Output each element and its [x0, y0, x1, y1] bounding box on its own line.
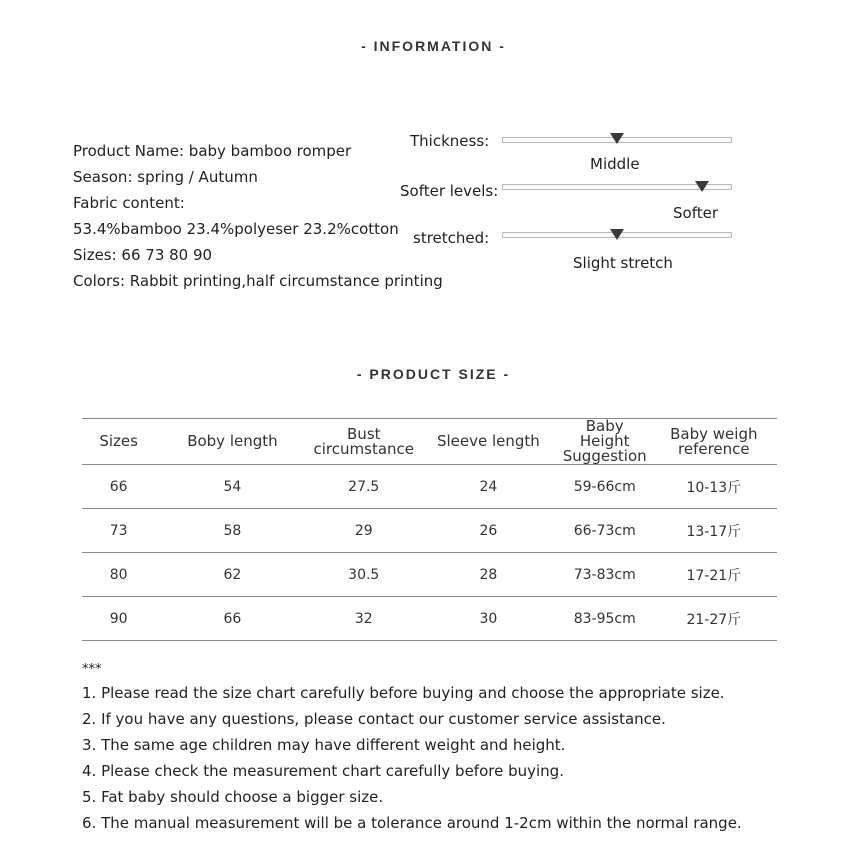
table-cell: 73 [82, 509, 155, 553]
table-header-row [82, 419, 777, 465]
softer-levels-label: Softer levels: [400, 182, 499, 200]
table-cell: 10-13斤 [651, 465, 777, 509]
softer-levels-value: Softer [673, 204, 718, 222]
table-cell: 26 [418, 509, 559, 553]
header-height: Baby Height Suggestion [559, 419, 651, 465]
stretched-marker-icon [610, 229, 624, 240]
table-cell: 66-73cm [559, 509, 651, 553]
colors: Colors: Rabbit printing,half circumstance printing [73, 272, 443, 290]
note-item: 1. Please read the size chart carefully before buying and choose the appropriate size. [82, 684, 725, 702]
table-row [82, 553, 777, 597]
table-cell: 62 [155, 553, 309, 597]
information-title: - INFORMATION - [361, 38, 506, 54]
sizes: Sizes: 66 73 80 90 [73, 246, 213, 264]
note-item: 4. Please check the measurement chart carefully before buying. [82, 762, 564, 780]
table-cell: 66 [155, 597, 309, 641]
table-cell: 58 [155, 509, 309, 553]
thickness-label: Thickness: [410, 132, 490, 150]
table-cell: 90 [82, 597, 155, 641]
table-cell: 54 [155, 465, 309, 509]
table-cell: 24 [418, 465, 559, 509]
thickness-marker-icon [610, 133, 624, 144]
fabric-label: Fabric content: [73, 194, 185, 212]
size-chart-table [82, 418, 777, 641]
softer-levels-marker-icon [695, 181, 709, 192]
table-row [82, 509, 777, 553]
table-cell: 80 [82, 553, 155, 597]
product-info-list [73, 138, 443, 294]
header-bust: Bust circumstance [310, 419, 419, 465]
table-cell: 59-66cm [559, 465, 651, 509]
notes-section [82, 660, 742, 836]
note-item: 5. Fat baby should choose a bigger size. [82, 788, 384, 806]
table-cell: 28 [418, 553, 559, 597]
season: Season: spring / Autumn [73, 168, 258, 186]
table-cell: 13-17斤 [651, 509, 777, 553]
table-cell: 73-83cm [559, 553, 651, 597]
table-cell: 17-21斤 [651, 553, 777, 597]
table-row [82, 465, 777, 509]
stretched-value: Slight stretch [573, 254, 673, 272]
table-cell: 32 [310, 597, 419, 641]
table-cell: 30 [418, 597, 559, 641]
note-item: 2. If you have any questions, please contact our customer service assistance. [82, 710, 666, 728]
table-cell: 27.5 [310, 465, 419, 509]
header-body-length: Boby length [155, 419, 309, 465]
header-sizes: Sizes [82, 419, 155, 465]
table-cell: 29 [310, 509, 419, 553]
table-cell: 83-95cm [559, 597, 651, 641]
fabric-value: 53.4%bamboo 23.4%polyeser 23.2%cotton [73, 220, 399, 238]
table-cell: 66 [82, 465, 155, 509]
thickness-value: Middle [590, 155, 640, 173]
notes-marker: *** [82, 662, 102, 677]
header-sleeve-length: Sleeve length [418, 419, 559, 465]
table-cell: 30.5 [310, 553, 419, 597]
note-item: 3. The same age children may have different weight and height. [82, 736, 566, 754]
table-cell: 21-27斤 [651, 597, 777, 641]
stretched-label: stretched: [413, 229, 490, 247]
product-size-title: - PRODUCT SIZE - [356, 366, 511, 382]
header-weight: Baby weigh reference [651, 419, 777, 465]
note-item: 6. The manual measurement will be a tolerance around 1-2cm within the normal range. [82, 814, 742, 832]
product-name: Product Name: baby bamboo romper [73, 142, 352, 160]
table-row [82, 597, 777, 641]
